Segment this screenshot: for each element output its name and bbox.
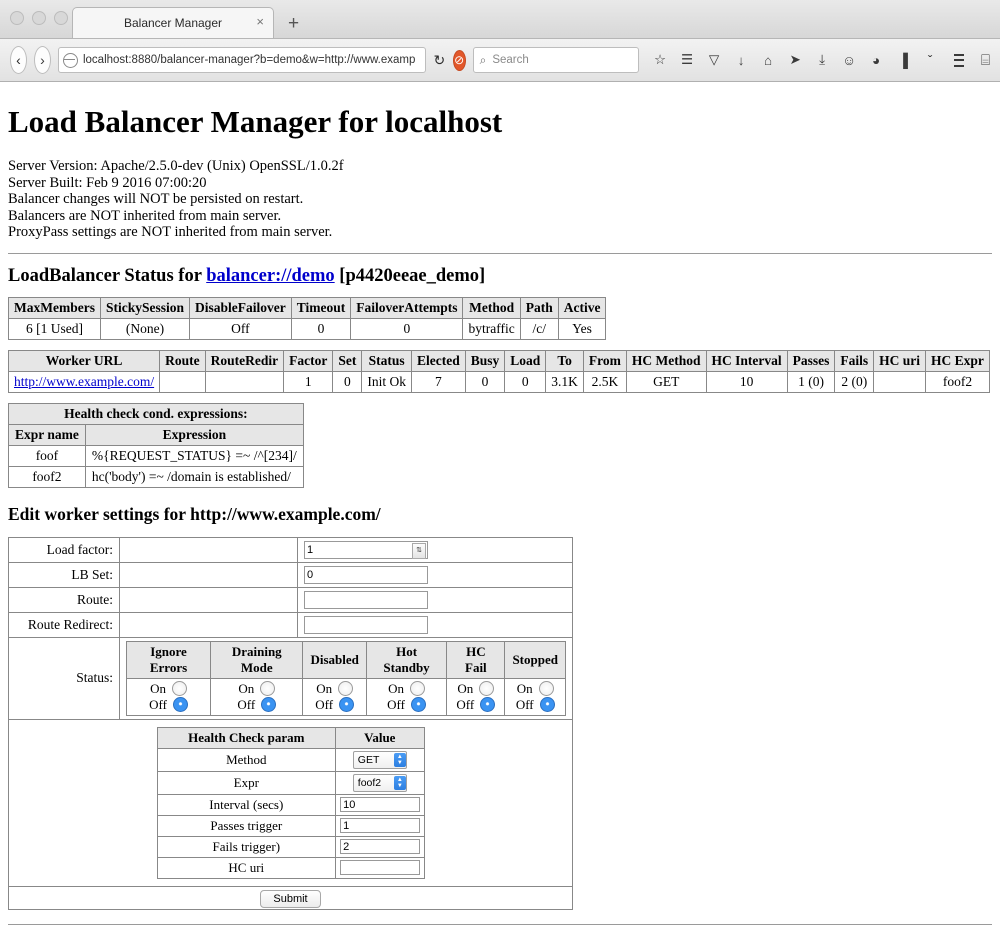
col-hot-standby: Hot Standby bbox=[366, 641, 446, 678]
cell-disabled bbox=[303, 678, 366, 715]
cell-path: /c/ bbox=[520, 318, 558, 339]
cell-route-input bbox=[298, 587, 573, 612]
radio-off-icon[interactable] bbox=[173, 697, 188, 712]
load-factor-value: 1 bbox=[307, 543, 314, 556]
label-hc-expr: Expr bbox=[157, 771, 336, 794]
label-hc-interval: Interval (secs) bbox=[157, 794, 336, 815]
label-hc-uri: HC uri bbox=[157, 857, 336, 878]
lb-set-input[interactable] bbox=[304, 566, 428, 584]
chevron-down-icon[interactable]: ˇ bbox=[927, 52, 933, 68]
new-tab-button[interactable]: + bbox=[288, 13, 300, 34]
table-row bbox=[157, 771, 424, 794]
cell-busy: 0 bbox=[465, 371, 505, 392]
cell-hc-fails-input bbox=[336, 836, 424, 857]
balancer-status-heading bbox=[8, 266, 992, 287]
tab-strip bbox=[72, 0, 299, 38]
edit-worker-form bbox=[8, 537, 573, 910]
col-status: Status bbox=[362, 350, 412, 371]
on-label: On bbox=[457, 680, 474, 696]
hc-expr-value: foof2 bbox=[357, 776, 382, 789]
hc-expr-select[interactable] bbox=[353, 774, 407, 792]
cell-hc-fail bbox=[447, 678, 505, 715]
table-header-row bbox=[157, 727, 424, 748]
stopped-on[interactable] bbox=[512, 681, 558, 697]
col-draining-mode: Draining Mode bbox=[211, 641, 303, 678]
cell-stickysession: (None) bbox=[100, 318, 189, 339]
hc-passes-value: 1 bbox=[343, 820, 350, 832]
server-built: Server Built: Feb 9 2016 07:00:20 bbox=[8, 174, 207, 191]
close-tab-icon[interactable]: × bbox=[256, 14, 264, 29]
radio-off-icon[interactable] bbox=[339, 697, 354, 712]
page-title: Load Balancer Manager for localhost bbox=[8, 104, 503, 139]
table-row bbox=[157, 815, 424, 836]
table-row bbox=[157, 748, 424, 771]
route-input[interactable] bbox=[304, 591, 428, 609]
cell-healthcheck-params bbox=[9, 719, 573, 886]
col-hc-uri: HC uri bbox=[874, 350, 926, 371]
radio-on-icon[interactable] bbox=[410, 681, 425, 696]
cell-hc-expr-select bbox=[336, 771, 424, 794]
cell-worker-url bbox=[9, 371, 160, 392]
cell-active: Yes bbox=[558, 318, 606, 339]
send-icon[interactable]: ➤ bbox=[789, 52, 801, 67]
hc-fail-off[interactable] bbox=[454, 697, 497, 713]
pocket-icon[interactable]: ▽ bbox=[708, 52, 720, 67]
load-factor-stepper[interactable]: ⇅ bbox=[412, 543, 426, 559]
maximize-window-button[interactable] bbox=[54, 11, 68, 25]
hc-uri-input[interactable] bbox=[340, 860, 419, 875]
back-button[interactable]: ‹ bbox=[10, 46, 27, 74]
cell-hc-uri bbox=[874, 371, 926, 392]
lb-set-value: 0 bbox=[307, 568, 314, 581]
draining-mode-off[interactable] bbox=[218, 697, 295, 713]
search-icon: ⌕ bbox=[479, 52, 487, 67]
cell-set: 0 bbox=[333, 371, 362, 392]
hot-standby-off[interactable] bbox=[374, 697, 439, 713]
off-label: Off bbox=[387, 696, 405, 712]
hc-interval-input[interactable] bbox=[340, 797, 419, 812]
worker-table bbox=[8, 350, 990, 393]
search-input[interactable] bbox=[473, 47, 639, 73]
balancer-heading-suffix: [p4420eeae_demo] bbox=[334, 265, 486, 286]
table-header-row bbox=[9, 350, 990, 371]
radio-on-icon[interactable] bbox=[479, 681, 494, 696]
label-route-redirect: Route Redirect: bbox=[9, 612, 120, 637]
table-row bbox=[9, 371, 990, 392]
spacer-cell bbox=[120, 587, 298, 612]
cell-hc-expr: foof2 bbox=[926, 371, 990, 392]
col-passes: Passes bbox=[787, 350, 835, 371]
spacer-cell bbox=[120, 537, 298, 562]
col-elected: Elected bbox=[411, 350, 465, 371]
radio-on-icon[interactable] bbox=[260, 681, 275, 696]
hc-fail-on[interactable] bbox=[454, 681, 497, 697]
table-header-row bbox=[127, 641, 566, 678]
label-lb-set: LB Set: bbox=[9, 562, 120, 587]
off-label: Off bbox=[515, 696, 534, 712]
browser-titlebar bbox=[0, 0, 1000, 39]
label-route: Route: bbox=[9, 587, 120, 612]
col-hc-interval: HC Interval bbox=[706, 350, 787, 371]
inherit-note: Balancers are NOT inherited from main server. bbox=[8, 207, 282, 224]
table-row bbox=[157, 857, 424, 878]
browser-window bbox=[0, 0, 1000, 82]
on-label: On bbox=[316, 680, 333, 696]
col-disablefailover: DisableFailover bbox=[190, 297, 292, 318]
site-identity-icon bbox=[63, 53, 78, 68]
load-factor-input[interactable] bbox=[304, 541, 428, 559]
cell-hc-uri-input bbox=[336, 857, 424, 878]
radio-off-icon[interactable] bbox=[261, 697, 276, 712]
draining-mode-on[interactable] bbox=[218, 681, 295, 697]
cell-expr-name: foof2 bbox=[9, 466, 86, 487]
cell-from: 2.5K bbox=[583, 371, 626, 392]
select-arrows-icon: ▲ ▼ bbox=[394, 753, 406, 767]
window-controls[interactable] bbox=[10, 11, 68, 25]
col-maxmembers: MaxMembers bbox=[9, 297, 101, 318]
label-status: Status: bbox=[9, 637, 120, 719]
label-hc-fails: Fails trigger) bbox=[157, 836, 336, 857]
off-label: Off bbox=[456, 696, 475, 712]
browser-toolbar bbox=[0, 39, 1000, 82]
col-factor: Factor bbox=[284, 350, 333, 371]
label-load-factor: Load factor: bbox=[9, 537, 120, 562]
form-row-healthcheck bbox=[9, 719, 573, 886]
bookmark-star-icon[interactable]: ☆ bbox=[654, 52, 667, 67]
home-icon[interactable]: ⌂ bbox=[764, 52, 773, 68]
col-load: Load bbox=[505, 350, 546, 371]
hc-fails-input[interactable] bbox=[340, 839, 419, 854]
radio-off-icon[interactable] bbox=[411, 697, 426, 712]
table-header-row bbox=[9, 424, 304, 445]
col-failoverattempts: FailoverAttempts bbox=[351, 297, 463, 318]
radio-off-icon[interactable] bbox=[540, 697, 555, 712]
footer-divider bbox=[8, 924, 992, 925]
radio-on-icon[interactable] bbox=[172, 681, 187, 696]
ignore-errors-on[interactable] bbox=[134, 681, 203, 697]
disabled-off[interactable] bbox=[310, 697, 358, 713]
balancer-heading-prefix: LoadBalancer Status for bbox=[8, 265, 207, 286]
cell-elected: 7 bbox=[411, 371, 465, 392]
col-timeout: Timeout bbox=[291, 297, 351, 318]
edit-worker-heading: Edit worker settings for http://www.example.com/ bbox=[8, 503, 381, 524]
col-hc-method: HC Method bbox=[626, 350, 706, 371]
persist-note: Balancer changes will NOT be persisted on restart. bbox=[8, 191, 304, 207]
col-path: Path bbox=[520, 297, 558, 318]
hc-interval-value: 10 bbox=[343, 799, 356, 811]
cell-expr-name: foof bbox=[9, 445, 86, 466]
off-label: Off bbox=[149, 696, 167, 712]
cell-draining-mode bbox=[211, 678, 303, 715]
cell-hc-passes-input bbox=[336, 815, 424, 836]
healthcheck-expressions-table bbox=[8, 403, 304, 488]
status-options-table bbox=[126, 641, 566, 716]
col-busy: Busy bbox=[465, 350, 505, 371]
col-stickysession: StickySession bbox=[100, 297, 189, 318]
healthcheck-params-table bbox=[157, 727, 425, 879]
cell-fails: 2 (0) bbox=[835, 371, 874, 392]
cell-to: 3.1K bbox=[546, 371, 584, 392]
stopped-off[interactable] bbox=[512, 697, 558, 713]
col-hc-expr: HC Expr bbox=[926, 350, 990, 371]
off-label: Off bbox=[315, 696, 334, 712]
smiley-icon[interactable]: ☺ bbox=[842, 52, 856, 68]
balancer-summary-table bbox=[8, 297, 606, 340]
hc-passes-input[interactable] bbox=[340, 818, 419, 833]
table-row bbox=[9, 445, 304, 466]
form-row-route-redirect bbox=[9, 612, 573, 637]
hot-standby-on[interactable] bbox=[374, 681, 439, 697]
col-stopped: Stopped bbox=[505, 641, 566, 678]
cell-disablefailover: Off bbox=[190, 318, 292, 339]
route-redirect-input[interactable] bbox=[304, 616, 428, 634]
cell-maxmembers: 6 [1 Used] bbox=[9, 318, 101, 339]
cell-failoverattempts: 0 bbox=[351, 318, 463, 339]
col-method: Method bbox=[463, 297, 520, 318]
on-label: On bbox=[238, 680, 255, 696]
col-set: Set bbox=[333, 350, 362, 371]
url-text: localhost:8880/balancer-manager?b=demo&w=http://www.examp bbox=[82, 54, 416, 66]
cell-passes: 1 (0) bbox=[787, 371, 835, 392]
tab-label: Balancer Manager bbox=[123, 16, 223, 30]
divider bbox=[8, 253, 992, 254]
cell-load-factor-input bbox=[298, 537, 573, 562]
forward-button[interactable]: › bbox=[34, 46, 51, 74]
col-expression: Expression bbox=[85, 424, 303, 445]
status-radio-row bbox=[127, 678, 566, 715]
col-fails: Fails bbox=[835, 350, 874, 371]
search-placeholder: Search bbox=[492, 54, 529, 66]
submit-button[interactable]: Submit bbox=[260, 890, 320, 908]
form-row-lb-set bbox=[9, 562, 573, 587]
server-version: Server Version: Apache/2.5.0-dev (Unix) OpenSSL/1.0.2f bbox=[8, 158, 344, 174]
hc-fails-value: 2 bbox=[343, 841, 350, 853]
off-label: Off bbox=[237, 696, 256, 712]
cell-ignore-errors bbox=[127, 678, 211, 715]
cell-route-redirect-input bbox=[298, 612, 573, 637]
col-expr-name: Expr name bbox=[9, 424, 86, 445]
label-hc-method: Method bbox=[157, 748, 336, 771]
cell-submit bbox=[9, 886, 573, 909]
col-routeredir: RouteRedir bbox=[205, 350, 284, 371]
reload-button[interactable]: ↻ bbox=[433, 51, 446, 68]
cell-status: Init Ok bbox=[362, 371, 412, 392]
col-ignore-errors: Ignore Errors bbox=[127, 641, 211, 678]
label-hc-passes: Passes trigger bbox=[157, 815, 336, 836]
spacer-cell bbox=[120, 562, 298, 587]
select-arrows-icon: ▲ ▼ bbox=[394, 776, 406, 790]
cell-route bbox=[160, 371, 206, 392]
cell-routeredir bbox=[205, 371, 284, 392]
form-row-submit bbox=[9, 886, 573, 909]
table-header-row bbox=[9, 297, 606, 318]
col-from: From bbox=[583, 350, 626, 371]
downloads-icon[interactable]: ↓ bbox=[737, 52, 745, 68]
cell-hc-method-select bbox=[336, 748, 424, 771]
col-disabled: Disabled bbox=[303, 641, 366, 678]
cell-factor: 1 bbox=[284, 371, 333, 392]
server-info bbox=[8, 158, 992, 241]
col-active: Active bbox=[558, 297, 606, 318]
radio-off-icon[interactable] bbox=[480, 697, 495, 712]
cell-expression: %{REQUEST_STATUS} =~ /^[234]/ bbox=[85, 445, 303, 466]
cell-hot-standby bbox=[366, 678, 446, 715]
form-row-status bbox=[9, 637, 573, 719]
hc-caption-row bbox=[9, 403, 304, 424]
col-route: Route bbox=[160, 350, 206, 371]
col-hc-fail: HC Fail bbox=[447, 641, 505, 678]
hc-method-value: GET bbox=[357, 753, 380, 766]
window-grid-icon[interactable]: ⌸ bbox=[980, 51, 990, 69]
hc-method-select[interactable] bbox=[353, 751, 407, 769]
cell-hc-interval: 10 bbox=[706, 371, 787, 392]
col-to: To bbox=[546, 350, 584, 371]
palette-icon[interactable]: ◕ bbox=[872, 52, 881, 68]
minimize-window-button[interactable] bbox=[32, 11, 46, 25]
blocker-icon[interactable]: ⊘ bbox=[453, 50, 466, 71]
col-hc-value: Value bbox=[336, 727, 424, 748]
address-bar[interactable] bbox=[58, 47, 426, 73]
on-label: On bbox=[516, 680, 533, 696]
spacer-cell bbox=[120, 612, 298, 637]
toolbar-icons bbox=[652, 52, 939, 69]
tab-balancer-manager[interactable] bbox=[72, 7, 274, 38]
col-worker-url: Worker URL bbox=[9, 350, 160, 371]
cell-stopped bbox=[505, 678, 566, 715]
ignore-errors-off[interactable] bbox=[134, 697, 203, 713]
reader-mode-icon[interactable]: ☰ bbox=[681, 52, 694, 67]
cell-load: 0 bbox=[505, 371, 546, 392]
library-icon[interactable]: ▐ bbox=[898, 52, 908, 68]
table-row bbox=[157, 794, 424, 815]
table-row bbox=[9, 318, 606, 339]
form-row-route bbox=[9, 587, 573, 612]
col-hc-param: Health Check param bbox=[157, 727, 336, 748]
form-row-load-factor bbox=[9, 537, 573, 562]
cell-hc-method: GET bbox=[626, 371, 706, 392]
cell-expression: hc('body') =~ /domain is established/ bbox=[85, 466, 303, 487]
cell-method: bytraffic bbox=[463, 318, 520, 339]
hc-caption: Health check cond. expressions: bbox=[9, 403, 304, 424]
disabled-on[interactable] bbox=[310, 681, 358, 697]
radio-on-icon[interactable] bbox=[539, 681, 554, 696]
on-label: On bbox=[150, 680, 166, 696]
table-row bbox=[9, 466, 304, 487]
cell-hc-interval-input bbox=[336, 794, 424, 815]
save-page-icon[interactable]: ⤓ bbox=[819, 52, 826, 67]
proxypass-note: ProxyPass settings are NOT inherited from main server. bbox=[8, 224, 333, 240]
cell-status-options bbox=[120, 637, 573, 719]
worker-url-link[interactable]: http://www.example.com/ bbox=[14, 373, 155, 389]
on-label: On bbox=[388, 680, 404, 696]
cell-timeout: 0 bbox=[291, 318, 351, 339]
cell-lb-set-input bbox=[298, 562, 573, 587]
page-content bbox=[0, 82, 1000, 933]
menu-icon[interactable] bbox=[954, 54, 964, 67]
close-window-button[interactable] bbox=[10, 11, 24, 25]
radio-on-icon[interactable] bbox=[338, 681, 353, 696]
table-row bbox=[157, 836, 424, 857]
balancer-link[interactable]: balancer://demo bbox=[206, 265, 335, 286]
